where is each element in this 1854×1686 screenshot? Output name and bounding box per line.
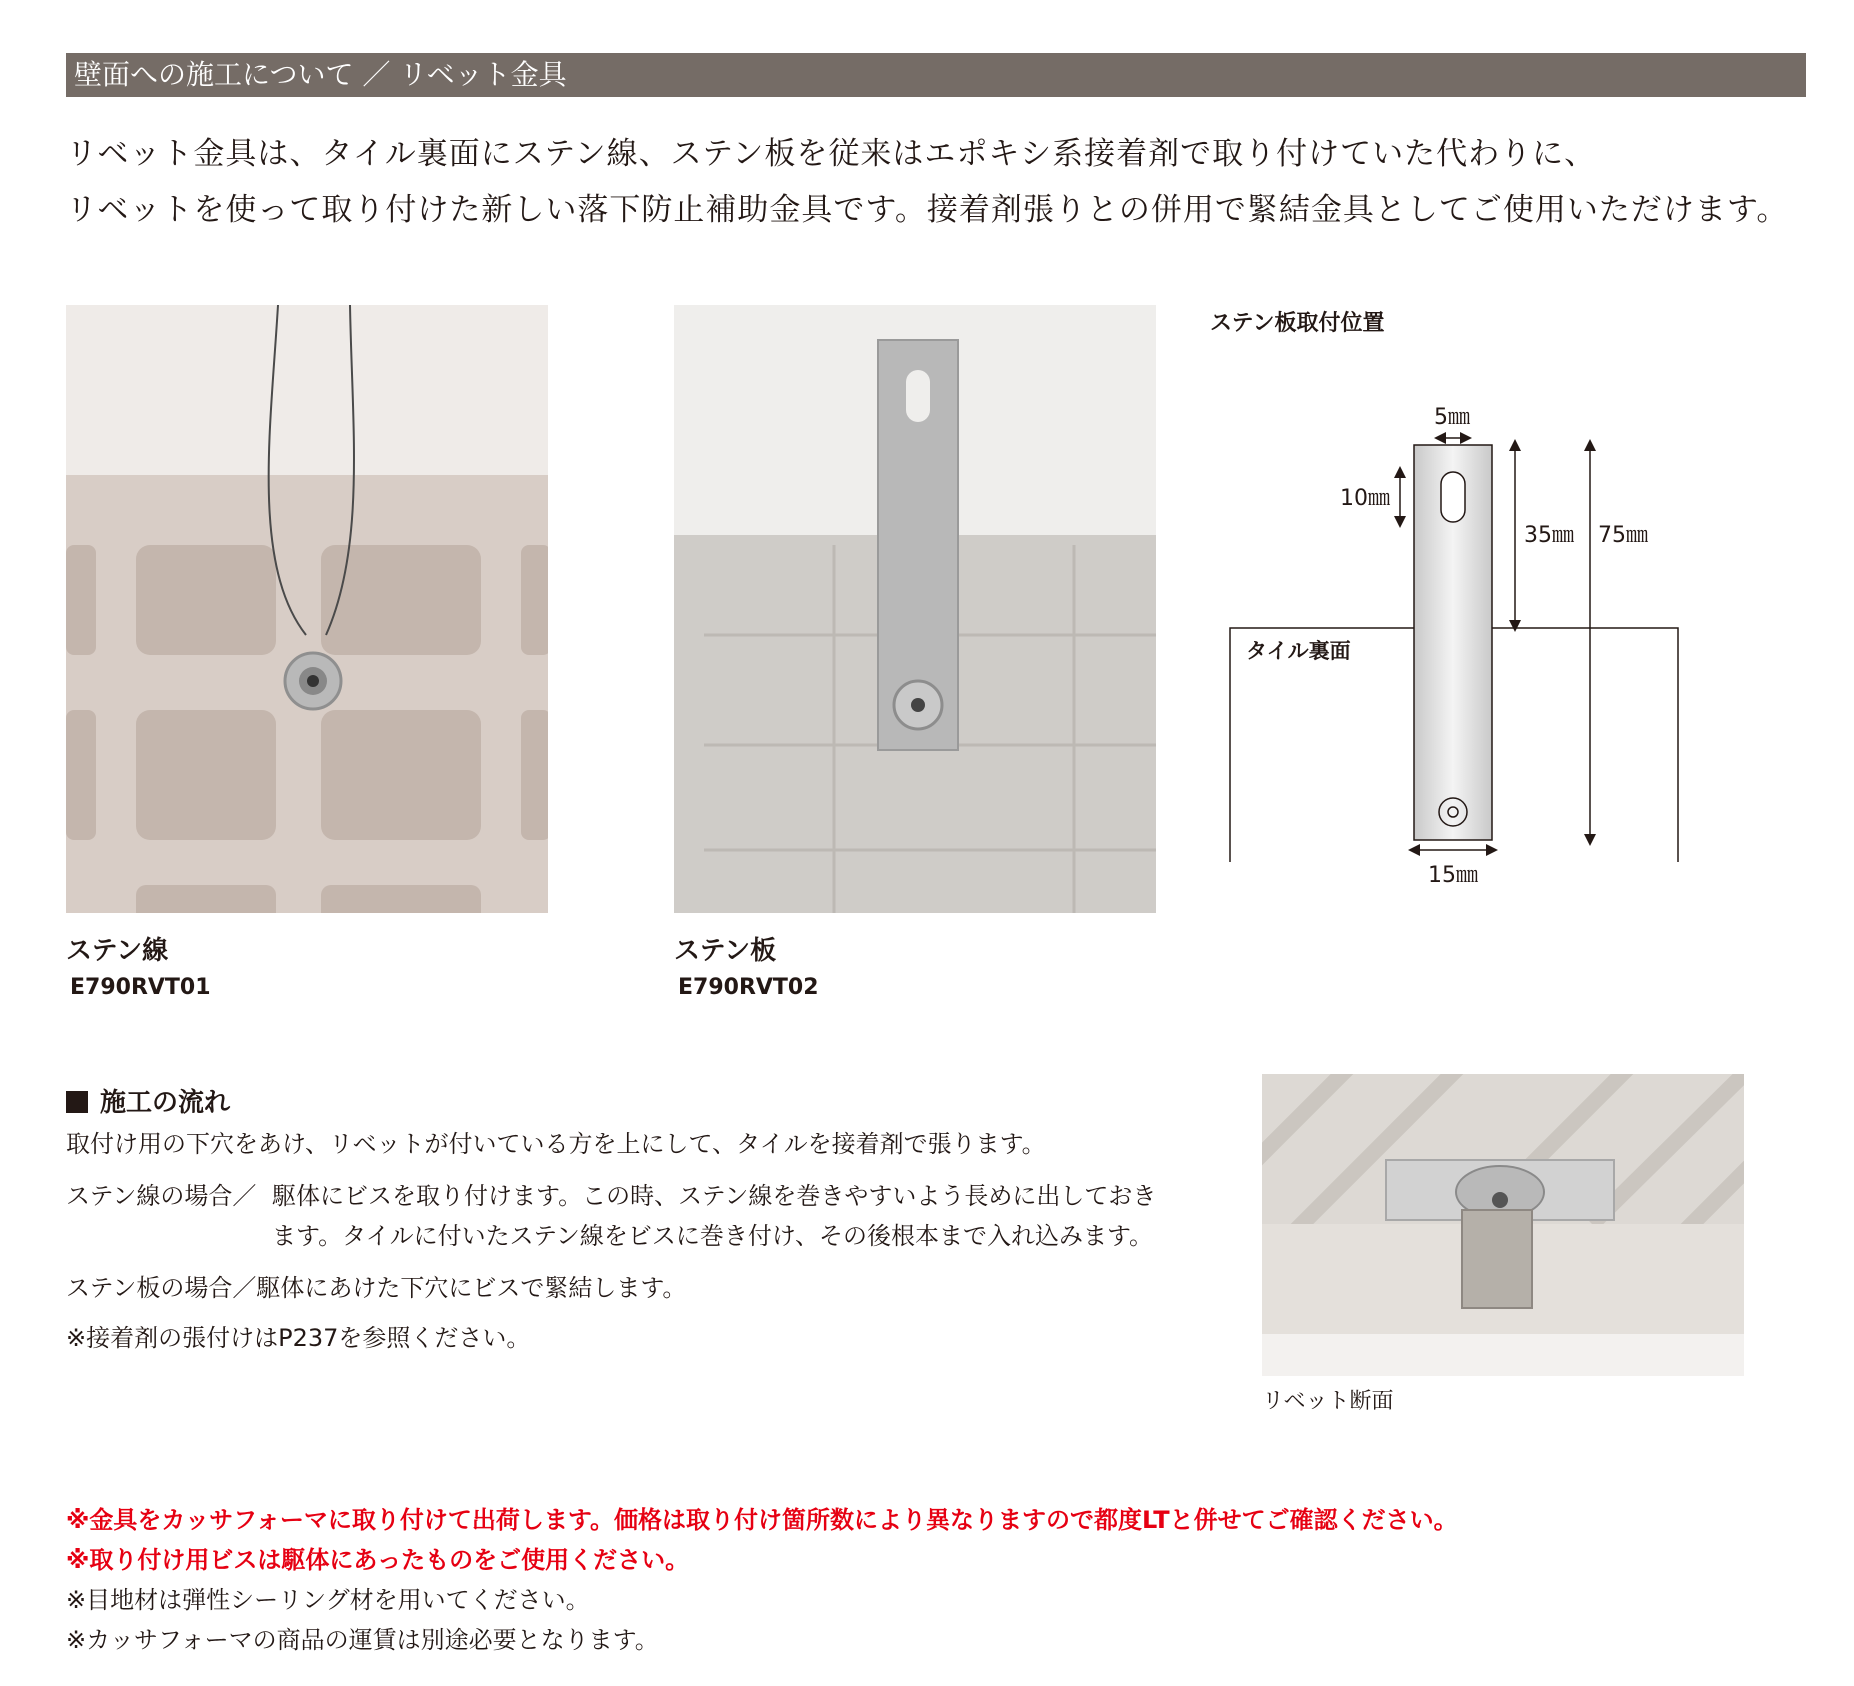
product-name-wire: ステン線 bbox=[66, 936, 169, 966]
intro-paragraph bbox=[66, 126, 1826, 238]
tile-outline-left bbox=[1230, 628, 1414, 862]
section-header bbox=[66, 53, 1806, 97]
note-red-1: ※金具をカッサフォーマに取り付けて出荷します。価格は取り付け箇所数により異なりますので都度LTと併せてご確認ください。 bbox=[66, 1506, 1458, 1534]
flow-wire-text-2: ます。タイルに付いたステン線をビスに巻き付け、その後根本まで入れ込みます。 bbox=[272, 1222, 1154, 1250]
flow-note: ※接着剤の張付けはP237を参照ください。 bbox=[66, 1324, 531, 1352]
rivet-section-photo bbox=[1262, 1074, 1744, 1376]
tile-outline-right bbox=[1492, 628, 1678, 862]
note-red-2: ※取り付け用ビスは駆体にあったものをご使用ください。 bbox=[66, 1546, 690, 1574]
product-code-plate: E790RVT02 bbox=[678, 975, 819, 1000]
diagram-title: ステン板取付位置 bbox=[1210, 311, 1385, 336]
plate-slot bbox=[1441, 472, 1465, 522]
flow-wire-text-1: 駆体にビスを取り付けます。この時、ステン線を巻きやすいよう長めに出しておき bbox=[272, 1182, 1157, 1210]
rivet-section-caption: リベット断面 bbox=[1262, 1389, 1394, 1414]
intro-line-1: リベット金具は、タイル裏面にステン線、ステン板を従来はエポキシ系接着剤で取り付けていた代わりに、 bbox=[66, 136, 1597, 172]
product-code-wire: E790RVT01 bbox=[70, 975, 211, 1000]
flow-wire-label: ステン線の場合／ bbox=[66, 1182, 257, 1210]
tile-back-label: タイル裏面 bbox=[1246, 639, 1351, 663]
flow-plate-line: ステン板の場合／駆体にあけた下穴にビスで緊結します。 bbox=[66, 1274, 687, 1302]
stainless-wire-photo bbox=[66, 305, 548, 913]
section-title: 壁面への施工について ／ リベット金具 bbox=[74, 58, 567, 91]
plate-position-diagram bbox=[1220, 400, 1700, 900]
flow-line-1: 取付け用の下穴をあけ、リベットが付いている方を上にして、タイルを接着剤で張ります。 bbox=[66, 1130, 1046, 1158]
stainless-plate-photo bbox=[674, 305, 1156, 913]
dim-10mm-label: 10㎜ bbox=[1340, 486, 1390, 511]
dim-35mm-label: 35㎜ bbox=[1524, 523, 1574, 548]
note-black-2: ※カッサフォーマの商品の運賃は別途必要となります。 bbox=[66, 1626, 659, 1654]
dim-5mm-label: 5㎜ bbox=[1434, 405, 1470, 430]
notes-block bbox=[66, 1500, 1458, 1660]
flow-heading-text: 施工の流れ bbox=[100, 1088, 231, 1118]
dim-15mm-label: 15㎜ bbox=[1428, 863, 1478, 888]
note-black-1: ※目地材は弾性シーリング材を用いてください。 bbox=[66, 1586, 590, 1614]
square-bullet-icon bbox=[66, 1091, 88, 1113]
product-name-plate: ステン板 bbox=[674, 936, 777, 966]
dim-75mm-label: 75㎜ bbox=[1598, 523, 1648, 548]
intro-line-2: リベットを使って取り付けた新しい落下防止補助金具です。接着剤張りとの併用で緊結金具としてご使用いただけます。 bbox=[66, 192, 1789, 228]
flow-heading bbox=[66, 1082, 230, 1119]
